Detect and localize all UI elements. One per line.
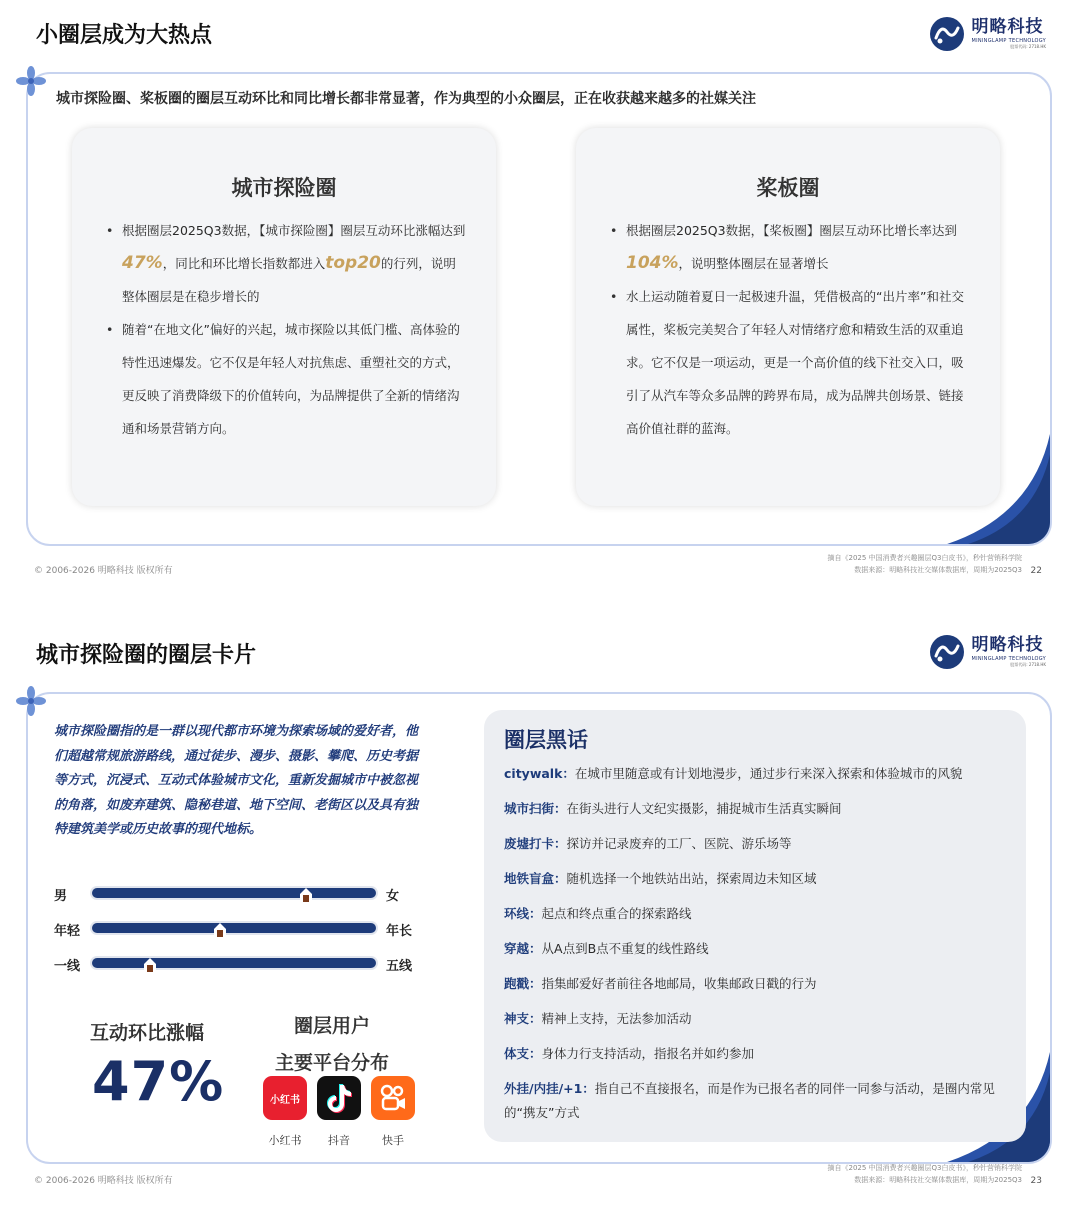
source-line-2: 数据来源：明略科技社交媒体数据库，周期为2025Q3 [854,566,1022,574]
jargon-term: 神支： [504,1011,542,1026]
jargon-desc: 在城市里随意或有计划地漫步，通过步行来深入探索和体验城市的风貌 [574,766,963,781]
page-number: 23 [1030,1176,1042,1186]
jargon-term: 跑戳： [504,976,542,991]
slide-subtitle: 城市探险圈、桨板圈的圈层互动环比和同比增长都非常显著，作为典型的小众圈层，正在收获越来越多的社媒关注 [56,91,756,107]
slider-fill [92,923,376,933]
highlight-top20: top20 [325,253,381,273]
jargon-term: 穿越： [504,941,542,956]
bullet-item: • 水上运动随着夏日一起极速升温，凭借极高的“出片率”和社交属性，桨板完美契合了年轻人对情绪疗愈和精致生活的双重追求。它不仅是一项运动，更是一个高价值的线下社交入口，吸引了从汽车等众多品牌的跨界布局，成为品牌共创场景、链接高价值社群的蓝海。 [610,280,972,445]
jargon-title: 圈层黑话 [504,728,588,752]
platform-heading [252,1008,412,1082]
jargon-desc: 精神上支持，无法参加活动 [541,1011,692,1026]
slider-left-label: 男 [54,889,68,904]
slider-gender [54,880,424,915]
xiaohongshu-icon: 小红书 [263,1076,307,1120]
card-city-explore [72,128,496,506]
platform-xiaohongshu [262,1076,308,1148]
pin-marker-icon [214,923,226,939]
slide-23 [0,610,1080,1220]
flower-icon [14,64,48,98]
platform-list [262,1076,416,1148]
bullet-text: ，说明整体圈层在显著增长 [678,256,829,271]
page-title: 城市探险圈的圈层卡片 [36,643,257,668]
slider-left-label: 年轻 [54,924,81,939]
card-title: 桨板圈 [756,176,820,200]
slider-fill [92,958,376,968]
jargon-item [504,972,1006,996]
platform-heading-line-2: 主要平台分布 [274,1052,389,1074]
card-paddle-board [576,128,1000,506]
card-title: 城市探险圈 [231,176,337,200]
platform-name: 抖音 [328,1134,350,1147]
source-line-1: 摘自《2025 中国消费者兴趣圈层Q3白皮书》，秒针营销科学院 [827,1164,1022,1172]
slider-fill [92,888,376,898]
platform-heading-line-1: 圈层用户 [293,1015,370,1037]
platform-kuaishou [370,1076,416,1148]
jargon-item [504,1042,1006,1066]
bullet-item [106,214,468,313]
jargon-panel [484,710,1026,1142]
jargon-item [504,762,1006,786]
source-line-2: 数据来源：明略科技社交媒体数据库，周期为2025Q3 [854,1176,1022,1184]
slider-left-label: 一线 [54,959,81,974]
slider-right-label: 年长 [386,924,413,939]
bullet-list [106,214,468,445]
jargon-desc: 随机选择一个地铁站出站，探索周边未知区域 [566,871,817,886]
jargon-item [504,1007,1006,1031]
logo-name-en: MININGLAMP TECHNOLOGY [971,38,1046,44]
brand-logo [927,632,1046,672]
copyright: © 2006-2026 明略科技 版权所有 [34,566,173,576]
slider-track [90,956,378,970]
source-note [827,552,1022,576]
jargon-term: 外挂/内挂/+1： [504,1081,595,1096]
jargon-desc: 在街头进行人文纪实摄影，捕捉城市生活真实瞬间 [566,801,842,816]
bullet-item [610,214,972,280]
bullet-item: • 随着“在地文化”偏好的兴起，城市探险以其低门槛、高体验的特性迅速爆发。它不仅是年轻人对抗焦虑、重塑社交的方式，更反映了消费降级下的价值转向，为品牌提供了全新的情绪沟通和场景营销方向。 [106,313,468,445]
circle-definition: 城市探险圈指的是一群以现代都市环境为探索场域的爱好者，他们超越常规旅游路线，通过徒步、漫步、摄影、攀爬、历史考据等方式，沉浸式、互动式体验城市文化，重新发掘城市中被忽视的角落，如废弃建筑、隐秘巷道、地下空间、老街区以及具有独特建筑美学或历史故事的现代地标。 [54,724,419,837]
platform-douyin [316,1076,362,1148]
jargon-term: citywalk： [504,766,575,781]
logo-icon [927,14,967,54]
bullet-text: ，同比和环比增长指数都进入 [162,256,326,271]
logo-name-cn: 明略科技 [971,635,1044,655]
logo-name-en: MININGLAMP TECHNOLOGY [971,656,1046,662]
logo-icon [927,632,967,672]
source-note [827,1162,1022,1186]
slider-right-label: 五线 [386,959,413,974]
logo-name-cn: 明略科技 [971,17,1044,37]
slider-track [90,921,378,935]
jargon-item [504,1077,1006,1125]
slider-track [90,886,378,900]
jargon-term: 体支： [504,1046,542,1061]
jargon-item [504,902,1006,926]
highlight-percent: 104% [626,253,679,273]
jargon-list [504,762,1006,1136]
jargon-term: 环线： [504,906,542,921]
metric-label: 互动环比涨幅 [90,1022,205,1044]
bullet-text: 根据圈层2025Q3数据，【桨板圈】圈层互动环比增长率达到 [626,223,957,238]
page-title: 小圈层成为大热点 [36,23,213,48]
platform-name: 快手 [382,1134,404,1147]
jargon-term: 城市扫街： [504,801,567,816]
pin-marker-icon [144,958,156,974]
jargon-desc: 指自己不直接报名，而是作为已报名者的同伴一同参与活动，是圈内常见的“携友”方式 [504,1081,995,1120]
metric-value: 47% [92,1050,225,1113]
platform-name: 小红书 [268,1134,302,1147]
jargon-desc: 身体力行支持活动，指报名并如约参加 [541,1046,755,1061]
jargon-desc: 探访并记录废弃的工厂、医院、游乐场等 [566,836,792,851]
jargon-desc: 起点和终点重合的探索路线 [541,906,692,921]
jargon-term: 废墟打卡： [504,836,567,851]
brand-logo [927,14,1046,54]
jargon-item [504,832,1006,856]
audience-sliders [54,880,424,985]
jargon-desc: 从A点到B点不重复的线性路线 [541,941,709,956]
jargon-item [504,867,1006,891]
logo-stock: 股票代码: 2718.HK [1010,662,1046,667]
logo-stock: 股票代码: 2718.HK [1010,44,1046,49]
pin-marker-icon [300,888,312,904]
bullet-list [610,214,972,445]
douyin-icon [317,1076,361,1120]
slider-city-tier [54,950,424,985]
jargon-item [504,937,1006,961]
jargon-item [504,797,1006,821]
bullet-text: 根据圈层2025Q3数据，【城市探险圈】圈层互动环比涨幅达到 [122,223,466,238]
page-number: 22 [1030,566,1042,576]
kuaishou-icon [371,1076,415,1120]
source-line-1: 摘自《2025 中国消费者兴趣圈层Q3白皮书》，秒针营销科学院 [827,554,1022,562]
flower-icon [14,684,48,718]
copyright: © 2006-2026 明略科技 版权所有 [34,1176,173,1186]
jargon-term: 地铁盲盒： [504,871,567,886]
slider-age [54,915,424,950]
slider-right-label: 女 [386,889,400,904]
jargon-desc: 指集邮爱好者前往各地邮局，收集邮政日戳的行为 [541,976,817,991]
bullet-text: 的行列，说明整体圈层是在稳步增长的 [122,256,456,304]
highlight-percent: 47% [122,253,163,273]
